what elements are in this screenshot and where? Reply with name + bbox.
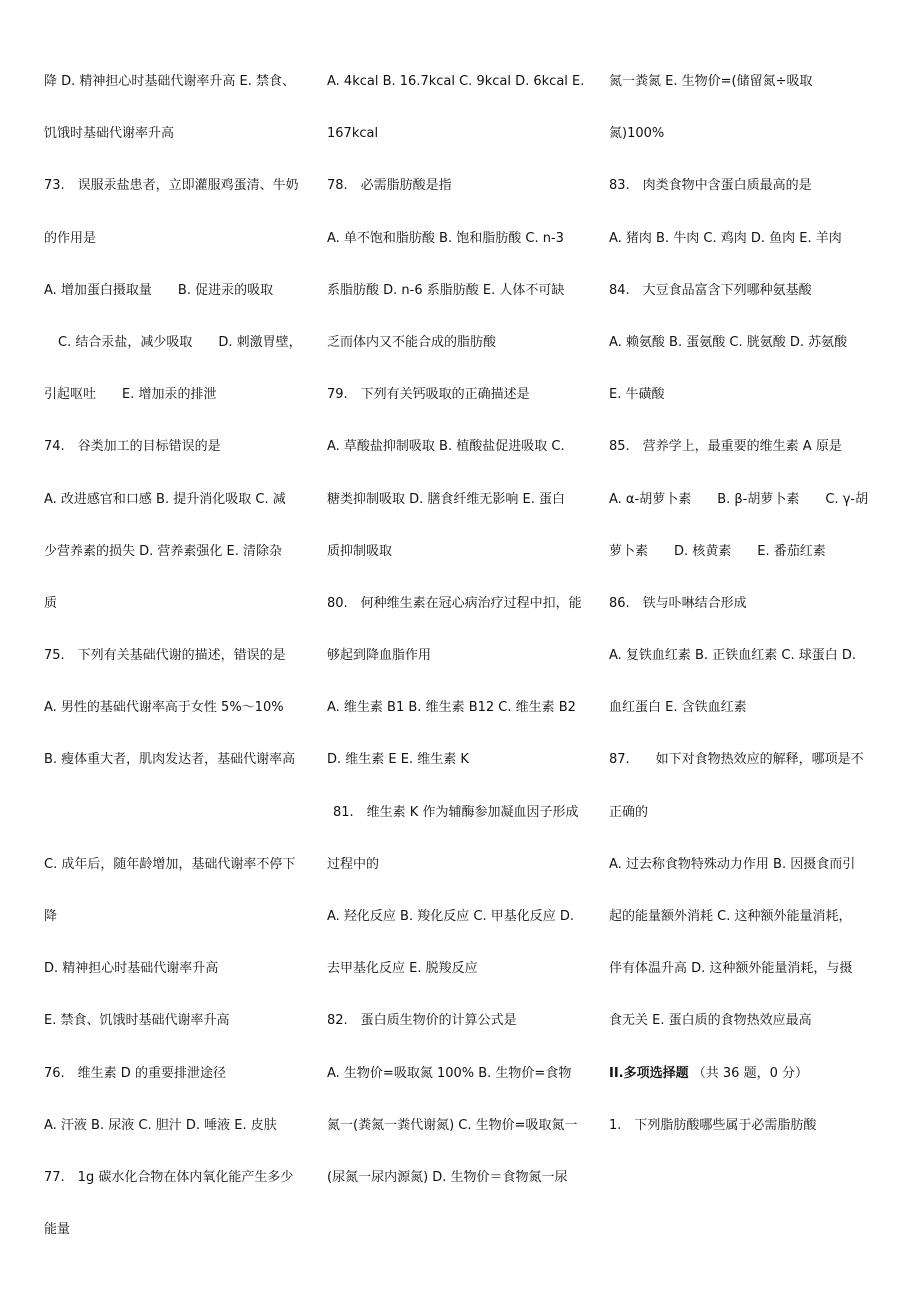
question-84: 84. 大豆食品富含下列哪种氨基酸 [609, 282, 812, 298]
text-line: 饥饿时基础代谢率升高 [44, 126, 175, 142]
question-76: 76. 维生素 D 的重要排泄途径 [44, 1065, 226, 1081]
text-line: 乏而体内又不能合成的脂肪酸 [327, 334, 497, 350]
question-86: 86. 铁与卟啉结合形成 [609, 595, 747, 611]
answer-options: A. 4kcal B. 16.7kcal C. 9kcal D. 6kcal E. [327, 74, 585, 89]
question-87: 87. 如下对食物热效应的解释，哪项是不 [609, 752, 864, 768]
text-line: 够起到降血脂作用 [327, 648, 432, 664]
text-line: 氮)100% [609, 126, 665, 142]
question-80: 80. 何种维生素在冠心病治疗过程中扣，能 [327, 595, 582, 611]
column-1 [44, 56, 326, 1256]
text-line: 质 [44, 595, 58, 611]
answer-options: C. 结合汞盐，减少吸取 D. 刺激胃壁， [58, 334, 302, 350]
answer-options: 少营养素的损失 D. 营养素强化 E. 清除杂 [44, 543, 283, 559]
question-83: 83. 肉类食物中含蛋白质最高的是 [609, 178, 812, 194]
answer-options: A. 赖氨酸 B. 蛋氨酸 C. 胱氨酸 D. 苏氨酸 [609, 334, 848, 350]
question-73: 73. 误服汞盐患者，立即灌服鸡蛋清、牛奶 [44, 178, 299, 194]
blank-line [44, 787, 326, 839]
answer-option-e: E. 牛磺酸 [609, 387, 665, 403]
question-79: 79. 下列有关钙吸取的正确描述是 [327, 387, 530, 403]
answer-options: A. 增加蛋白摄取量 B. 促进汞的吸取 [44, 282, 274, 298]
text-line: 167kcal [327, 126, 379, 142]
question-1: 1. 下列脂肪酸哪些属于必需脂肪酸 [609, 1117, 817, 1133]
answer-option-a: A. 男性的基础代谢率高于女性 5%～10% [44, 700, 284, 716]
answer-option-b: B. 瘦体重大者，肌肉发达者，基础代谢率高 [44, 752, 296, 768]
answer-options: 伴有体温升高 D. 这种额外能量消耗，与摄 [609, 961, 853, 977]
answer-options: A. 汗液 B. 尿液 C. 胆汁 D. 唾液 E. 皮肤 [44, 1117, 277, 1133]
answer-options: D. 维生素 E E. 维生素 K [327, 752, 469, 768]
answer-options: 去甲基化反应 E. 脱羧反应 [327, 961, 478, 977]
answer-options: A. 草酸盐抑制吸取 B. 植酸盐促进吸取 C. [327, 439, 565, 455]
answer-options: A. 维生素 B1 B. 维生素 B12 C. 维生素 B2 [327, 700, 576, 716]
text-line: 降 [44, 909, 58, 924]
answer-options: (尿氮一尿内源氮) D. 生物价＝食物氮一尿 [327, 1169, 568, 1185]
answer-options: 系脂肪酸 D. n-6 系脂肪酸 E. 人体不可缺 [327, 282, 565, 298]
answer-options: A. 复铁血红素 B. 正铁血红素 C. 球蛋白 D. [609, 648, 856, 664]
answer-options: 血红蛋白 E. 含铁血红素 [609, 700, 747, 716]
question-77: 77. 1g 碳水化合物在体内氧化能产生多少 [44, 1169, 294, 1185]
answer-options: A. α-胡萝卜素 B. β-胡萝卜素 C. γ-胡 [609, 491, 869, 507]
answer-options: 起的能量额外消耗 C. 这种额外能量消耗， [609, 909, 852, 924]
answer-options: A. 过去称食物特殊动力作用 B. 因摄食而引 [609, 856, 856, 872]
answer-options: A. 生物价=吸取氮 100% B. 生物价=食物 [327, 1065, 572, 1081]
answer-options: A. 单不饱和脂肪酸 B. 饱和脂肪酸 C. n-3 [327, 230, 564, 246]
text-line: 正确的 [609, 804, 649, 820]
answer-option-e: E. 禁食、饥饿时基础代谢率升高 [44, 1013, 230, 1029]
answer-options: 氮一(粪氮一粪代谢氮) C. 生物价=吸取氮一 [327, 1117, 578, 1133]
text-line: 能量 [44, 1222, 71, 1238]
answer-option-c: C. 成年后，随年龄增加，基础代谢率不停下 [44, 856, 296, 872]
section-heading [609, 1048, 909, 1100]
text-line: 的作用是 [44, 230, 97, 246]
answer-options: 糖类抑制吸取 D. 膳食纤维无影响 E. 蛋白 [327, 491, 566, 507]
text-line: 质抑制吸取 [327, 543, 393, 559]
question-78: 78. 必需脂肪酸是指 [327, 178, 452, 194]
section-heading-title: II.多项选择题 [609, 1065, 689, 1081]
column-3 [609, 56, 909, 1152]
answer-options: 萝卜素 D. 核黄素 E. 番茄红素 [609, 543, 826, 559]
answer-option-d: D. 精神担心时基础代谢率升高 [44, 961, 219, 977]
question-85: 85. 营养学上，最重要的维生素 A 原是 [609, 439, 842, 455]
answer-options: 食无关 E. 蛋白质的食物热效应最高 [609, 1013, 812, 1029]
answer-options: 氮一粪氮 E. 生物价=(储留氮÷吸取 [609, 74, 813, 89]
question-74: 74. 谷类加工的目标错误的是 [44, 439, 221, 455]
answer-options: A. 猪肉 B. 牛肉 C. 鸡肉 D. 鱼肉 E. 羊肉 [609, 230, 842, 246]
question-75: 75. 下列有关基础代谢的描述，错误的是 [44, 648, 286, 664]
answer-options: A. 改进感官和口感 B. 提升消化吸取 C. 减 [44, 491, 286, 507]
column-2 [327, 56, 607, 1204]
section-heading-note: （共 36 题，0 分） [688, 1065, 808, 1081]
answer-options: A. 羟化反应 B. 羧化反应 C. 甲基化反应 D. [327, 909, 574, 924]
question-82: 82. 蛋白质生物价的计算公式是 [327, 1013, 517, 1029]
answer-options: 引起呕吐 E. 增加汞的排泄 [44, 387, 217, 403]
text-line: 过程中的 [327, 856, 380, 872]
text-line: 降 D. 精神担心时基础代谢率升高 E. 禁食、 [44, 74, 296, 89]
question-81: 81. 维生素 K 作为辅酶参加凝血因子形成 [333, 804, 579, 820]
